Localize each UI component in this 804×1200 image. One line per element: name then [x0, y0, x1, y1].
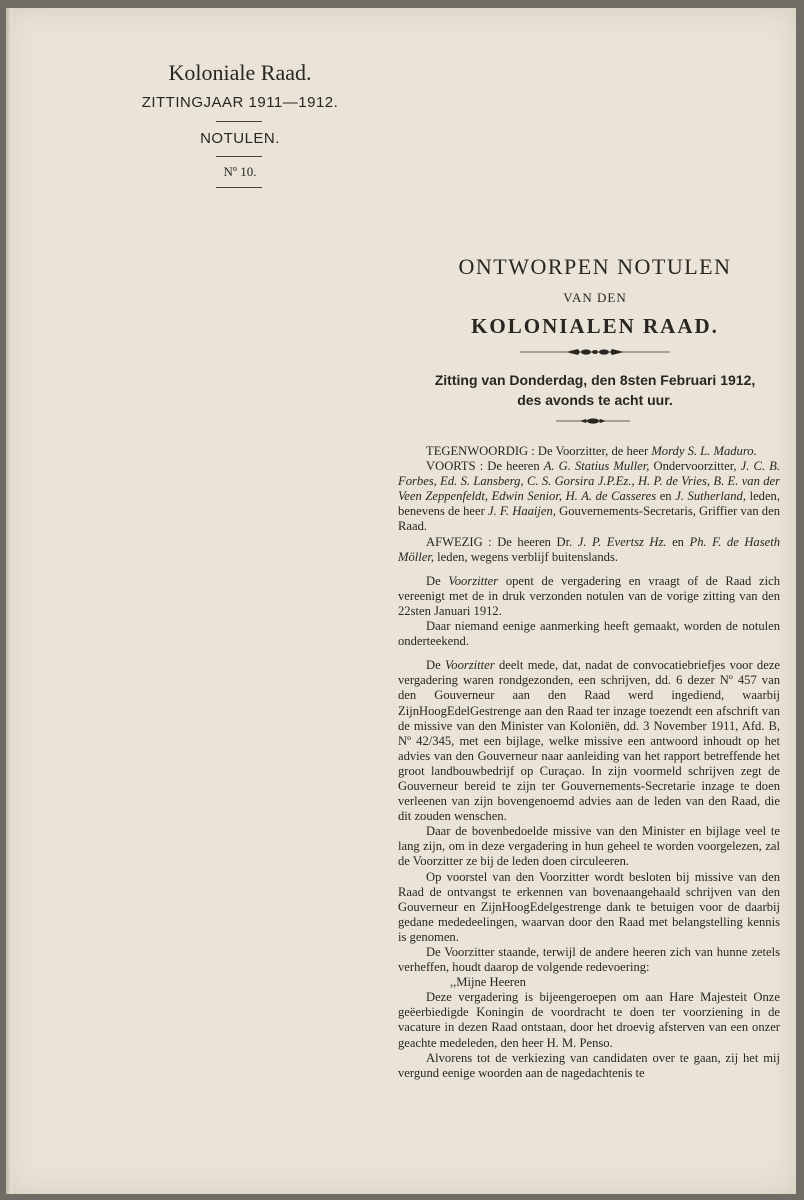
text-run: De: [426, 658, 445, 673]
paragraph-redevoering: [398, 945, 780, 975]
text-run: ,,Mijne Heeren: [450, 975, 526, 990]
session-date: Zitting van Donderdag, den 8sten Februari 1912,: [434, 372, 756, 388]
italic-name: J. C. B. Forbes, Ed. S. Lansberg, C. S. Gorsira J.P.Ez., H. P. de Vries, B. E. van der Veen Zeppenfeldt, Edwin Senior, H. A. de Casseres: [398, 459, 780, 504]
paragraph-mededeeling: [398, 658, 780, 824]
paragraph-vacature: [398, 990, 780, 1050]
italic-name: J. P. Evertsz Hz.: [577, 534, 667, 549]
text-run: opent de vergadering en vraagt of de Raad zich vereenigt met de in druk verzonden notulen van de vorige zitting van den 22sten Januari 1912.: [398, 573, 780, 618]
text-run: Gouvernements-Secretaris, Griffier van den Raad.: [398, 504, 780, 534]
text-run: De Voorzitter staande, terwijl de andere heeren zich van hunne zetels verheffen, houdt daarop de volgende redevoering:: [398, 945, 780, 975]
ornament-divider-small: [556, 416, 630, 426]
header-rule: [216, 121, 262, 122]
session-heading: [400, 370, 790, 410]
text-run: Daar niemand eenige aanmerking heeft gemaakt, worden de notulen onderteekend.: [398, 619, 780, 649]
text-run: leden, wegens verblijf buitenslands.: [434, 549, 618, 564]
paragraph-besluit: [398, 870, 780, 945]
paragraph-afwezig: [398, 535, 780, 565]
paragraph-aanhef: [398, 975, 780, 990]
minutes-body: [398, 444, 780, 1081]
document-title: ONTWORPEN NOTULEN: [458, 254, 732, 279]
text-run: AFWEZIG : De heeren Dr.: [426, 534, 578, 549]
issue-number: Nº 10.: [223, 164, 257, 179]
italic-name: Mordy S. L. Maduro.: [651, 444, 757, 458]
paragraph-opening: [398, 574, 780, 619]
text-run: Deze vergadering is bijeengeroepen om aan Hare Majesteit Onze geëerbiedigde Koningin de voordracht te doen ter voorziening in de vacature in dezen Raad ontstaan, door het droevig afsterven van een onzer geachte medeleden, den heer H. M. Penso.: [398, 990, 780, 1050]
text-run: en: [666, 534, 690, 549]
text-run: deelt mede, dat, nadat de convocatiebriefjes voor deze vergadering waren rondgezonden, een schrijven, dd. 6 dezer Nº 457 van den Gouverneur aan den Raad werd ingediend, waarbij ZijnHoogEdelGestrenge aan den Raad ter inzage toezendt een afschrift van de missive van den Minister van Koloniën, dd. 3 November 1911, Afd. B, Nº 42/345, met een bijlage, welke missive een antwoord inhoudt op het advies van den Gouverneur naar aanleiding van het rapport betreffende het groot landbouwbedrijf op Curaçao. In zijn voormeld schrijven zegt de Gouverneur bereid te zijn ter Gouvernements-Secretarie inzage te doen verleenen van zijn bovengenoemd advies aan de leden van den Raad, die dit zouden wenschen.: [398, 658, 781, 824]
italic-name: Voorzitter: [444, 658, 495, 673]
italic-name: A. G. Statius Muller,: [543, 459, 650, 474]
council-name: KOLONIALEN RAAD.: [471, 314, 719, 338]
text-run: Op voorstel van den Voorzitter wordt besloten bij missive van den Raad de ontvangst te erkennen van bovenaangehaald schrijven van den Gouverneur en ZijnHoogEdelgestrenge dank te betuigen voor de daarbij gedane mededeelingen, waarvan door den Raad met belangstelling kennis is genomen.: [398, 869, 780, 944]
italic-name: Voorzitter: [448, 573, 499, 588]
paragraph-voorts: [398, 459, 780, 534]
text-run: De: [426, 573, 449, 588]
header-rule: [216, 156, 262, 157]
title-connector: VAN DEN: [563, 290, 627, 305]
session-year: ZITTINGJAAR 1911—1912.: [141, 94, 339, 111]
italic-name: Ph. F. de Haseth Möller,: [398, 534, 781, 564]
paragraph-circuleeren: [398, 824, 780, 869]
page-binding-edge: [6, 8, 12, 1194]
paragraph-alvorens: [398, 1051, 780, 1081]
header-rule: [216, 187, 262, 188]
text-run: en: [656, 489, 676, 504]
text-run: Ondervoorzitter,: [649, 459, 741, 474]
italic-name: J. Sutherland,: [675, 489, 746, 504]
council-title: Koloniale Raad.: [168, 60, 312, 85]
text-run: VOORTS : De heeren: [426, 459, 544, 474]
text-run: Daar de bovenbedoelde missive van den Minister en bijlage veel te lang zijn, om in deze vergadering in hun geheel te worden voorgelezen, zal de Voorzitter ze bij de leden doen circuleeren.: [398, 824, 780, 869]
section-label: NOTULEN.: [200, 130, 280, 147]
text-run: Alvorens tot de verkiezing van candidaten over te gaan, zij het mij vergund eenige woorden aan de nagedachtenis te: [398, 1050, 780, 1080]
paragraph-aanwezig: [398, 444, 780, 459]
text-run: TEGENWOORDIG : De Voorzitter, de heer: [426, 444, 652, 458]
ornament-divider: [520, 346, 670, 358]
paragraph-goedkeuring: [398, 619, 780, 649]
text-run: leden, benevens de heer: [398, 489, 781, 519]
session-time: des avonds te acht uur.: [517, 392, 673, 408]
italic-name: J. F. Haaijen,: [487, 504, 556, 519]
